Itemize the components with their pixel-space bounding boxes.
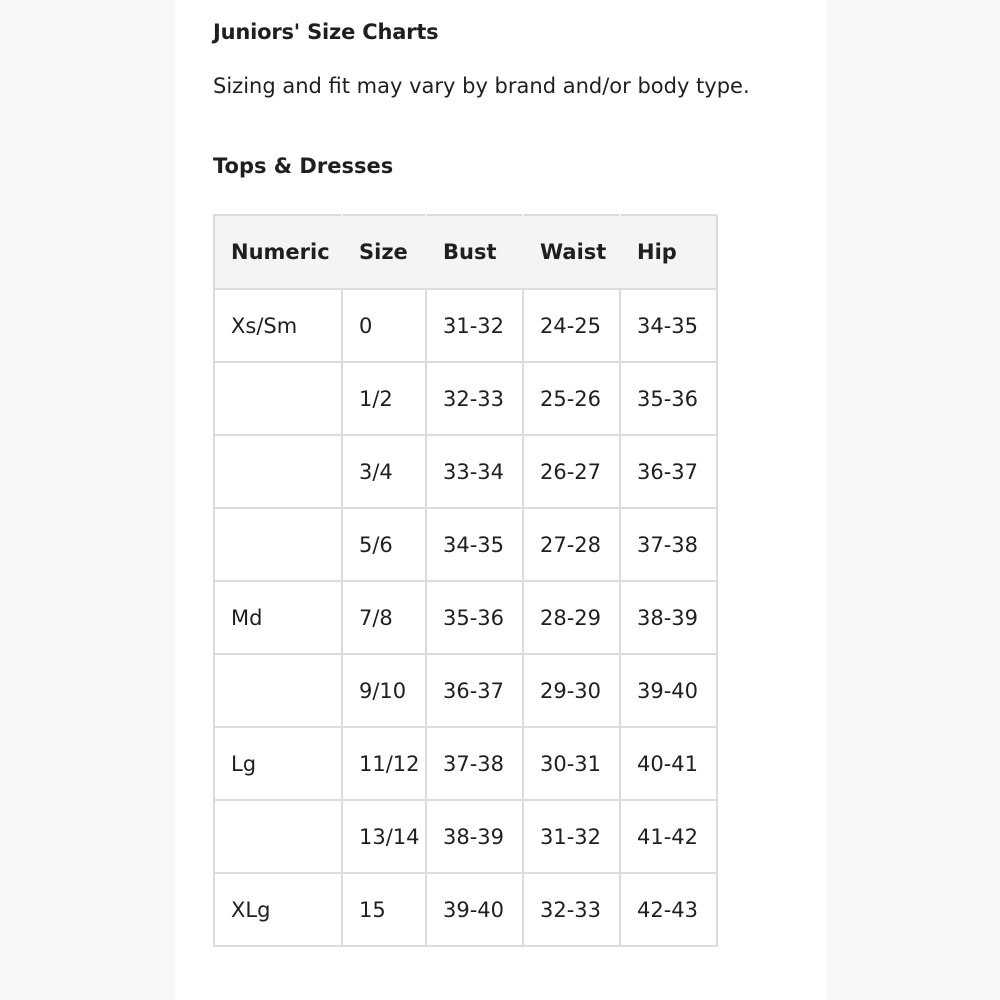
- cell-numeric: XLg: [214, 873, 342, 946]
- cell-bust: 38-39: [426, 800, 523, 873]
- left-margin: [0, 0, 175, 1000]
- cell-waist: 32-33: [523, 873, 620, 946]
- cell-size: 15: [342, 873, 426, 946]
- cell-waist: 28-29: [523, 581, 620, 654]
- column-header-size: Size: [342, 215, 426, 289]
- cell-waist: 25-26: [523, 362, 620, 435]
- section-title-tops-dresses: Tops & Dresses: [213, 154, 394, 178]
- column-header-waist: Waist: [523, 215, 620, 289]
- cell-size: 0: [342, 289, 426, 362]
- cell-hip: 34-35: [620, 289, 717, 362]
- cell-hip: 42-43: [620, 873, 717, 946]
- cell-hip: 41-42: [620, 800, 717, 873]
- table-row: [214, 508, 717, 581]
- cell-numeric: [214, 654, 342, 727]
- cell-numeric: Md: [214, 581, 342, 654]
- cell-size: 13/14: [342, 800, 426, 873]
- sizing-note: Sizing and fit may vary by brand and/or body type.: [213, 74, 750, 98]
- cell-numeric: [214, 800, 342, 873]
- cell-hip: 38-39: [620, 581, 717, 654]
- cell-size: 1/2: [342, 362, 426, 435]
- cell-hip: 37-38: [620, 508, 717, 581]
- cell-hip: 36-37: [620, 435, 717, 508]
- cell-bust: 36-37: [426, 654, 523, 727]
- cell-size: 7/8: [342, 581, 426, 654]
- table-row: [214, 654, 717, 727]
- column-header-hip: Hip: [620, 215, 717, 289]
- table-row: [214, 727, 717, 800]
- cell-bust: 31-32: [426, 289, 523, 362]
- page-title: Juniors' Size Charts: [213, 20, 439, 44]
- cell-bust: 33-34: [426, 435, 523, 508]
- cell-waist: 30-31: [523, 727, 620, 800]
- cell-hip: 39-40: [620, 654, 717, 727]
- table-row: [214, 362, 717, 435]
- cell-bust: 37-38: [426, 727, 523, 800]
- cell-bust: 35-36: [426, 581, 523, 654]
- table-row: [214, 581, 717, 654]
- cell-numeric: Lg: [214, 727, 342, 800]
- cell-size: 3/4: [342, 435, 426, 508]
- column-header-bust: Bust: [426, 215, 523, 289]
- cell-bust: 39-40: [426, 873, 523, 946]
- table-row: [214, 873, 717, 946]
- cell-waist: 31-32: [523, 800, 620, 873]
- cell-numeric: Xs/Sm: [214, 289, 342, 362]
- table-row: [214, 435, 717, 508]
- cell-bust: 34-35: [426, 508, 523, 581]
- size-chart-table: [213, 214, 718, 947]
- cell-waist: 27-28: [523, 508, 620, 581]
- right-margin: [826, 0, 1000, 1000]
- cell-hip: 35-36: [620, 362, 717, 435]
- cell-numeric: [214, 362, 342, 435]
- cell-numeric: [214, 508, 342, 581]
- cell-waist: 24-25: [523, 289, 620, 362]
- cell-size: 9/10: [342, 654, 426, 727]
- cell-size: 11/12: [342, 727, 426, 800]
- cell-bust: 32-33: [426, 362, 523, 435]
- cell-size: 5/6: [342, 508, 426, 581]
- size-chart-panel: [175, 0, 826, 1000]
- cell-hip: 40-41: [620, 727, 717, 800]
- cell-waist: 26-27: [523, 435, 620, 508]
- table-header-row: [214, 215, 717, 289]
- cell-numeric: [214, 435, 342, 508]
- table-row: [214, 800, 717, 873]
- column-header-numeric: Numeric: [214, 215, 342, 289]
- table-row: [214, 289, 717, 362]
- cell-waist: 29-30: [523, 654, 620, 727]
